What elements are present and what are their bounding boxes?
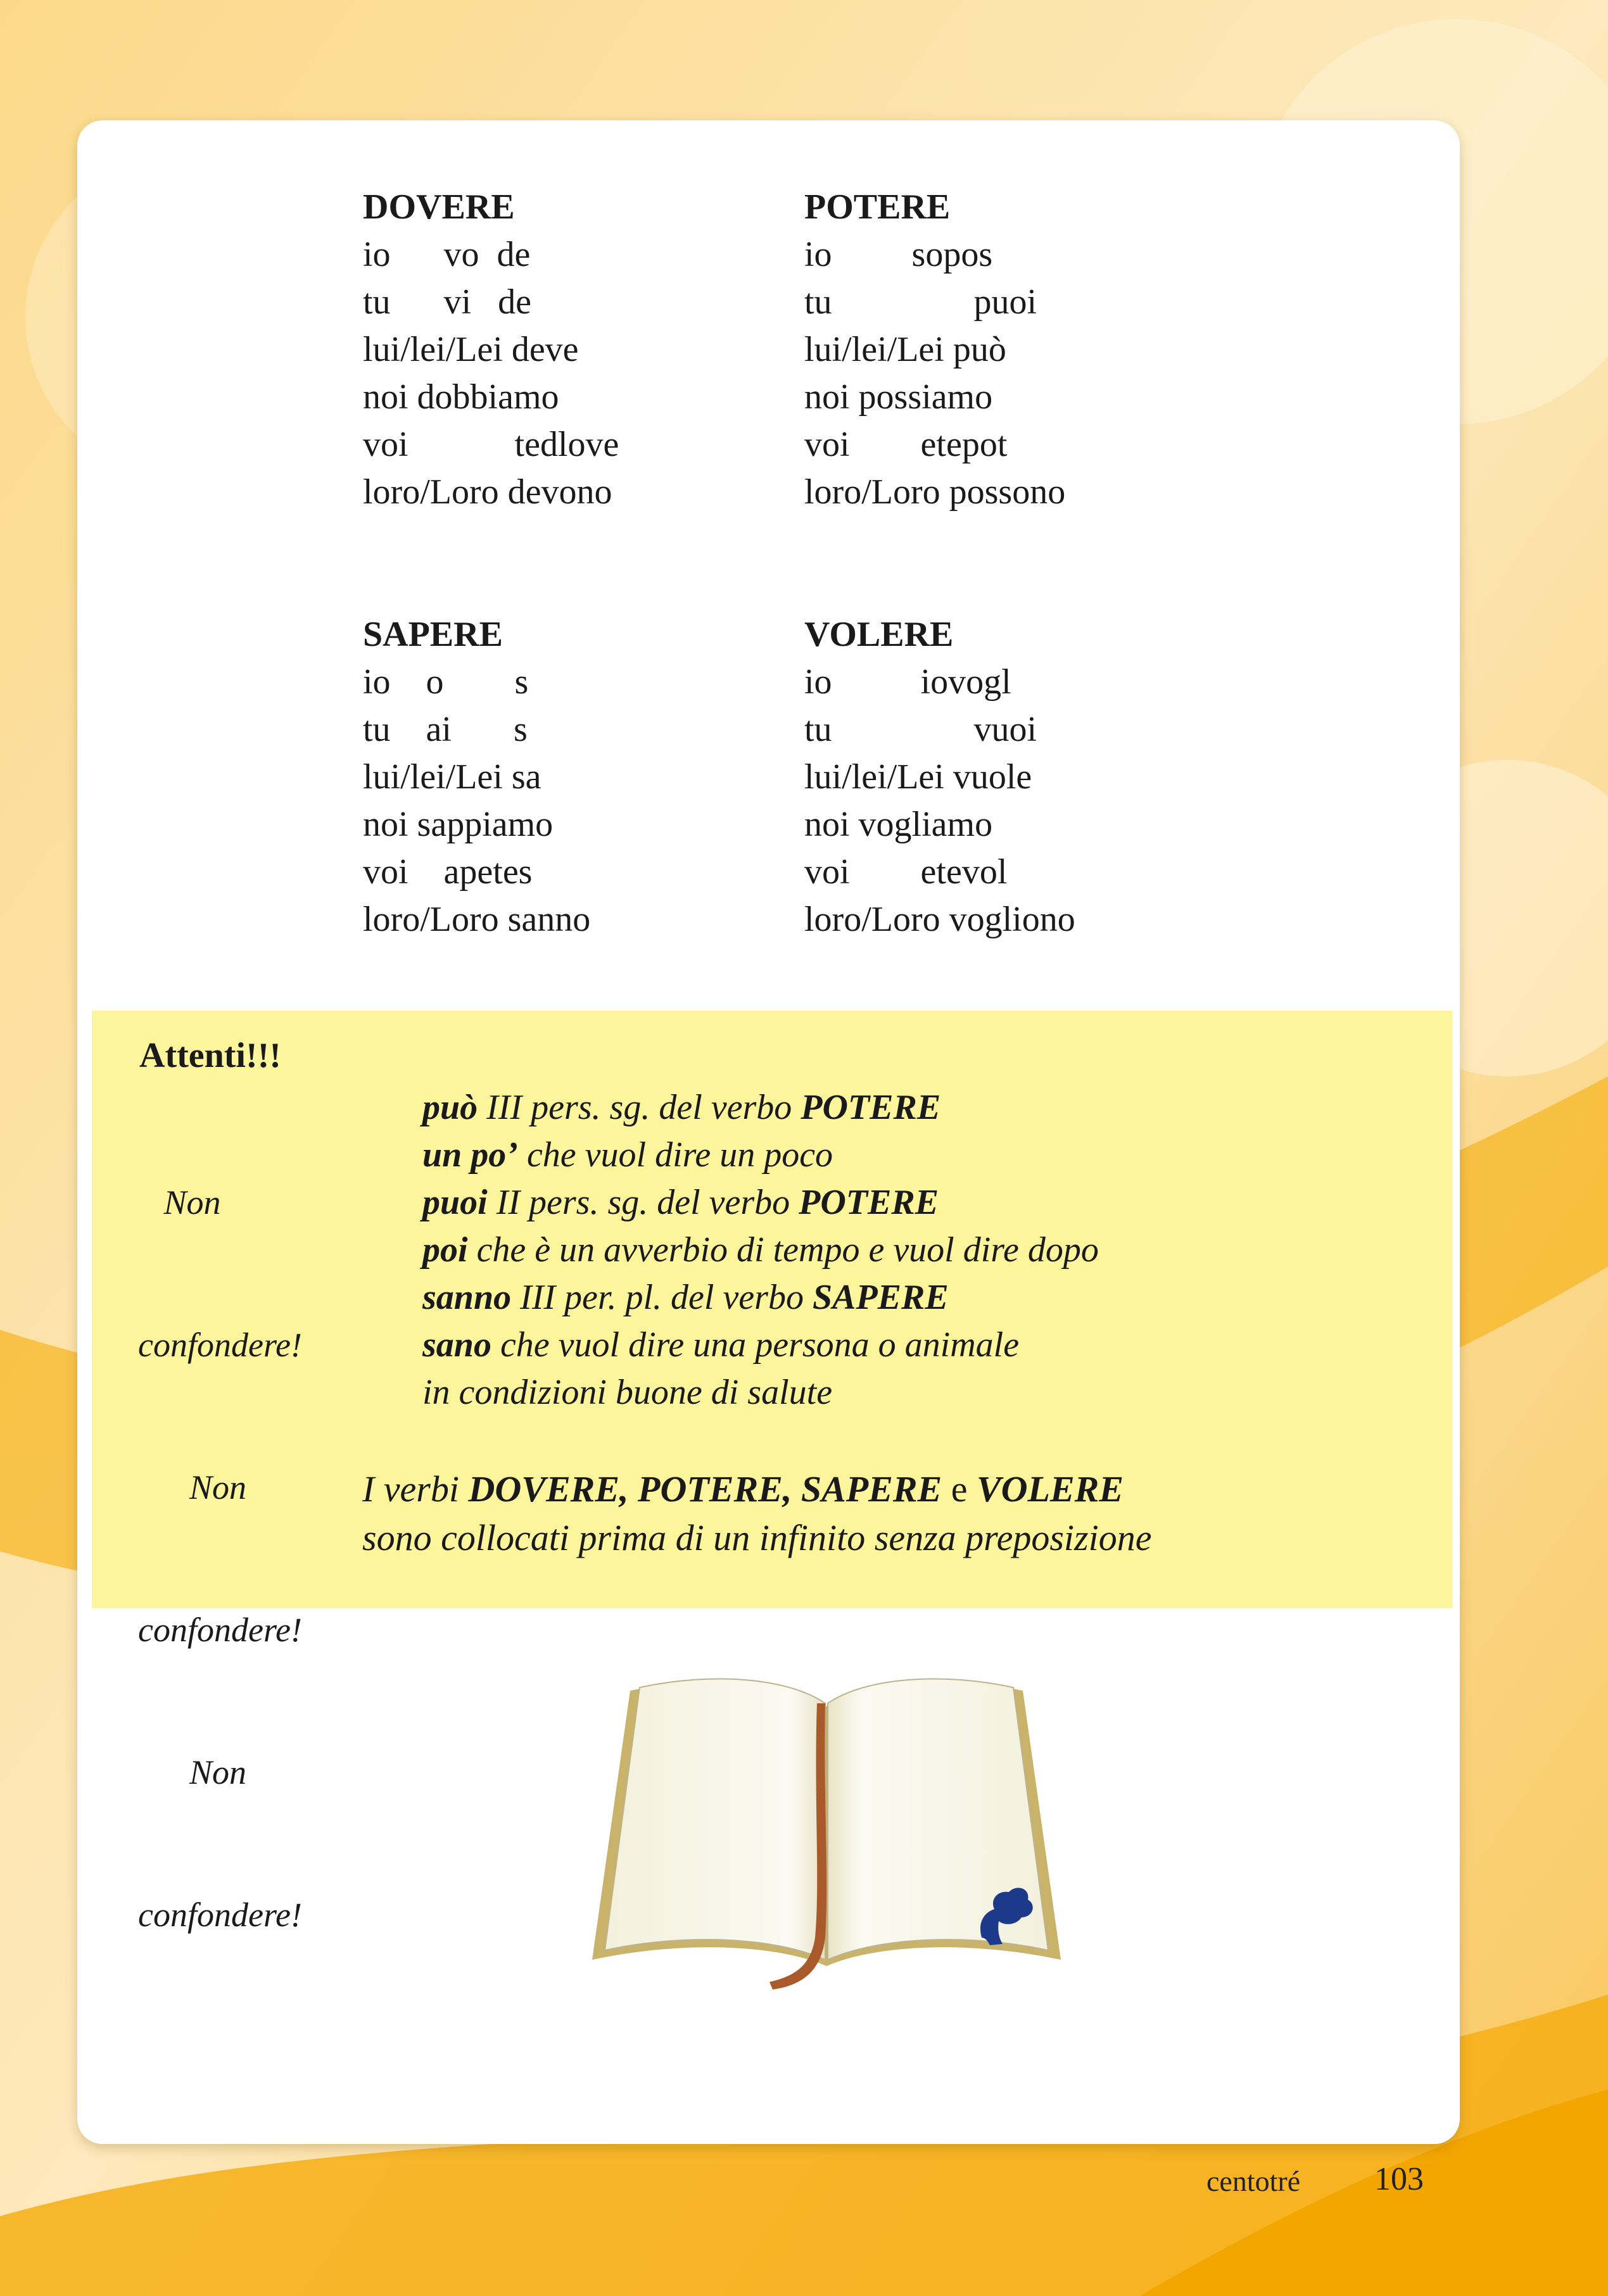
note-verb: POTERE <box>799 1183 939 1222</box>
summary-verb: VOLERE <box>977 1468 1124 1510</box>
conjugation-row: loro/Loro devono <box>363 472 612 512</box>
note-term: sanno <box>422 1278 512 1317</box>
note-term: puoi <box>422 1183 488 1222</box>
conjugation-row: io vo de <box>363 235 531 274</box>
conjugation-row: voi etevol <box>804 852 1008 892</box>
note-line <box>422 1132 1099 1179</box>
conjugation-row: noi possiamo <box>804 377 993 417</box>
note-line <box>422 1274 1099 1321</box>
non-confondere-text: Non <box>138 1468 247 1506</box>
open-book-illustration <box>579 1640 1073 2001</box>
attenti-notes <box>422 1084 1099 1416</box>
conjugation-row: tu ai s <box>363 710 528 749</box>
note-line <box>422 1227 1099 1274</box>
conjugation-row: loro/Loro sanno <box>363 900 591 939</box>
page-word: centotré <box>1206 2165 1301 2197</box>
note-line <box>422 1369 1099 1416</box>
note-text: che vuol dire un poco <box>517 1135 833 1175</box>
summary-conjunction: e <box>942 1468 977 1510</box>
note-text: che è un avverbio di tempo e vuol dire dopo <box>467 1230 1099 1270</box>
conjugation-row: voi apetes <box>363 852 533 892</box>
conjugation-row: io iovogl <box>804 662 1011 702</box>
page-number: 103 <box>1374 2161 1424 2197</box>
verb-table-potere <box>804 184 1065 516</box>
note-text: III per. pl. del verbo <box>511 1278 813 1317</box>
non-confondere-text: confondere! <box>138 1896 302 1934</box>
attenti-title: Attenti!!! <box>139 1036 281 1075</box>
conjugation-row: noi sappiamo <box>363 805 554 844</box>
note-text: che vuol dire una persona o animale <box>491 1325 1020 1365</box>
verb-table-volere <box>804 611 1075 943</box>
note-text: III pers. sg. del verbo <box>478 1088 801 1127</box>
note-line <box>422 1321 1099 1369</box>
note-line <box>422 1084 1099 1132</box>
conjugation-row: loro/Loro possono <box>804 472 1066 512</box>
non-confondere-text: Non <box>138 1753 247 1791</box>
conjugation-row: voi tedlove <box>363 425 619 464</box>
non-confondere-text: Non <box>138 1183 221 1221</box>
note-term: può <box>422 1088 478 1127</box>
verb-title: VOLERE <box>804 615 954 654</box>
note-verb: SAPERE <box>812 1278 949 1317</box>
conjugation-row: noi vogliamo <box>804 805 993 844</box>
conjugation-row: io o s <box>363 662 529 702</box>
conjugation-row: voi etepot <box>804 425 1008 464</box>
summary-verbs: DOVERE, POTERE, SAPERE <box>468 1468 942 1510</box>
verb-title: DOVERE <box>363 187 515 227</box>
conjugation-row: tu vi de <box>363 282 531 322</box>
non-confondere-text: confondere! <box>138 1611 302 1649</box>
summary-note <box>362 1465 1151 1562</box>
note-text: II pers. sg. del verbo <box>487 1183 799 1222</box>
note-text: in condizioni buone di salute <box>422 1373 833 1412</box>
verb-title: POTERE <box>804 187 951 227</box>
conjugation-row: io sopos <box>804 235 993 274</box>
conjugation-row: noi dobbiamo <box>363 377 559 417</box>
note-term: sano <box>422 1325 491 1365</box>
conjugation-row: lui/lei/Lei sa <box>363 757 541 797</box>
note-verb: POTERE <box>801 1088 941 1127</box>
summary-line <box>362 1465 1151 1513</box>
conjugation-row: lui/lei/Lei vuole <box>804 757 1032 797</box>
summary-text: I verbi <box>362 1468 469 1510</box>
note-term: poi <box>422 1230 468 1270</box>
verb-title: SAPERE <box>363 615 503 654</box>
summary-line: sono collocati prima di un infinito senza preposizione <box>362 1517 1152 1558</box>
conjugation-row: lui/lei/Lei deve <box>363 330 579 369</box>
conjugation-row: tu vuoi <box>804 710 1037 749</box>
non-confondere-text: confondere! <box>138 1326 302 1364</box>
non-confondere-column <box>138 1084 302 1986</box>
note-line <box>422 1179 1099 1227</box>
conjugation-row: tu puoi <box>804 282 1037 322</box>
conjugation-row: loro/Loro vogliono <box>804 900 1075 939</box>
conjugation-row: lui/lei/Lei può <box>804 330 1006 369</box>
verb-table-dovere <box>363 184 619 516</box>
verb-table-sapere <box>363 611 590 943</box>
note-term: un po’ <box>422 1135 518 1175</box>
